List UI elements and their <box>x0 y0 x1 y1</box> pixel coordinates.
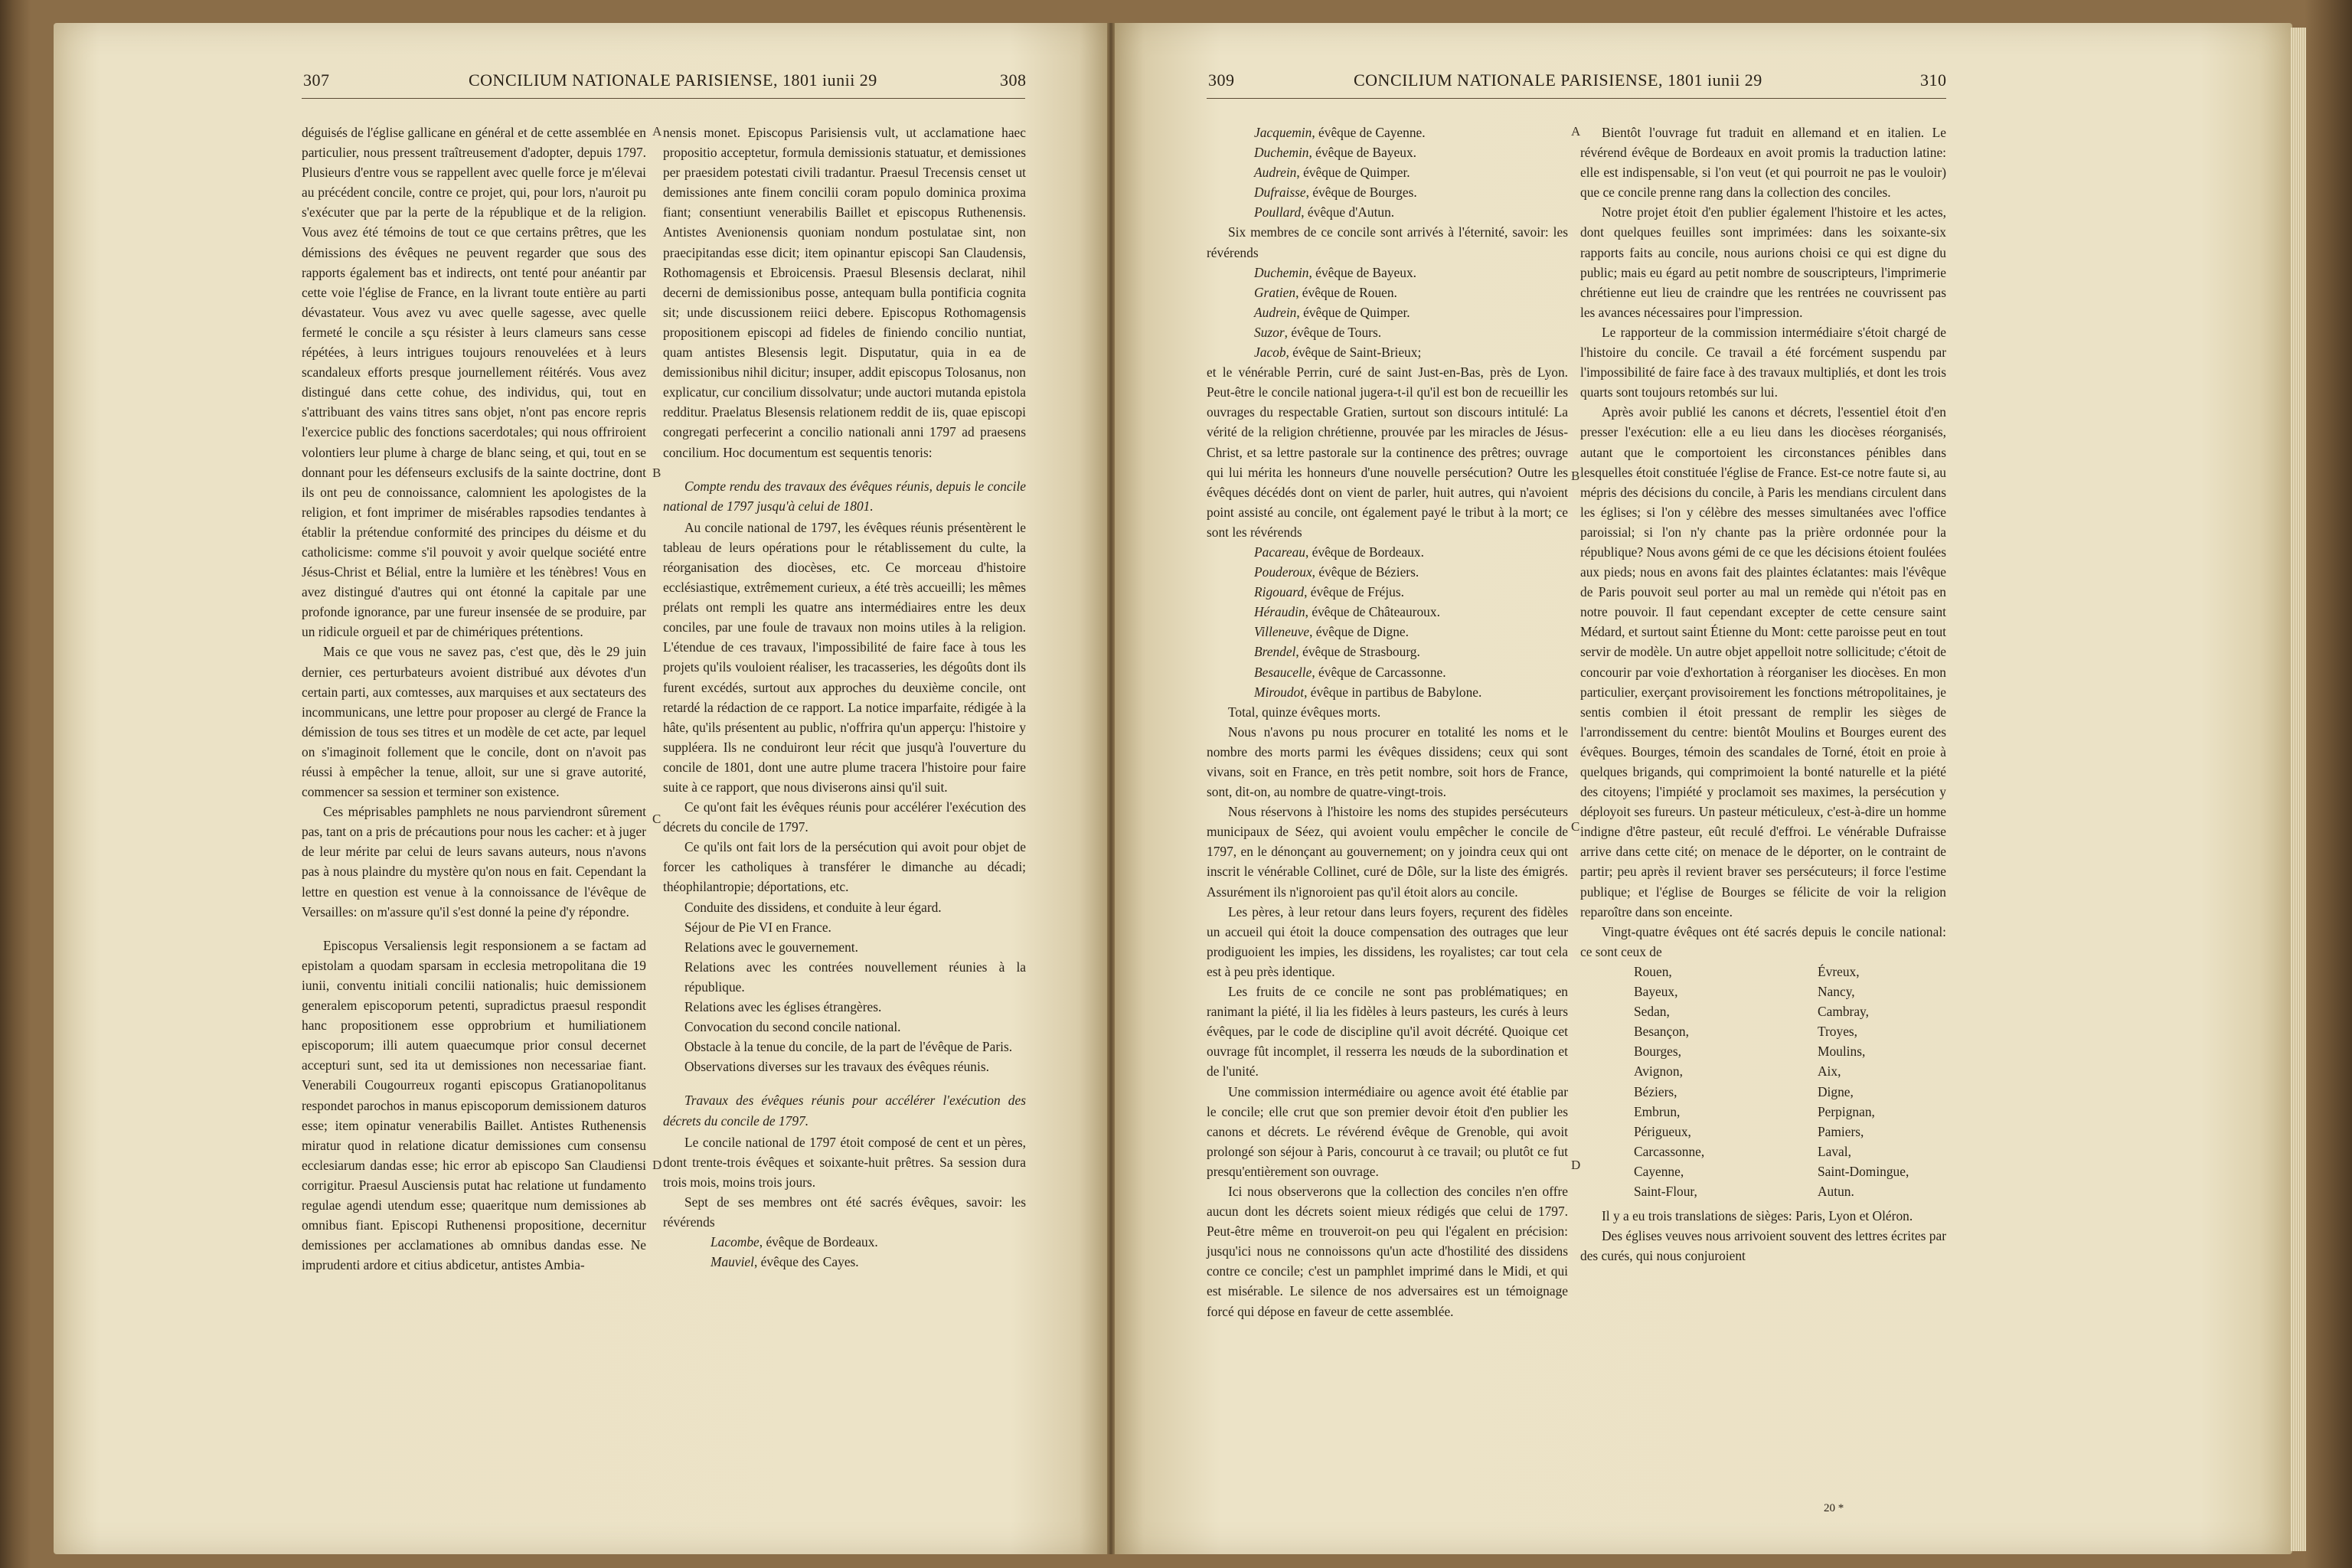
list-item: Embrun, <box>1634 1103 1681 1119</box>
paragraph: Total, quinze évêques morts. <box>1228 704 1381 720</box>
bishop-list <box>1207 263 1568 362</box>
paragraph: déguisés de l'église gallicane en général et de cette assemblée en particulier, nous pressent traîtreusement d'adopter, depuis 1797. Plusieurs d'entre vous se rappellent avec quelle force je m'élevai au précédent concile, contre ce projet, qui, pour lors, n'auroit pu s'exécuter que par la perte de la république et de la religion. Vous avez été témoins de tout ce que certains prêtres, que les démissions des évêques ne peuvent regarder que sous des rapports également bas et indirects, ont tenté pour anéantir par cette voie l'église de France, en la livrant toute entière au parti dévastateur. Vous avez vu avec quelle sagesse, avec quelle fermeté le concile a sçu résister à leurs clameurs sans cesse répétées, à leurs intrigues toujours renouvelées et à leurs scandaleux efforts presque journellement réitérés. Vous avez distingué dans cette cohue, des individus, qui, tout en s'attribuant des vains titres sans objet, n'ont pas encore repris l'exercice public des fonctions sacerdotales; qui nous offriroient volontiers leur plume à charge de blanc seing, et qui, tout en se donnant pour les défenseurs exclusifs de la sainte doctrine, dont ils ont peu de connoissance, calomnient les apologistes de la religion, et font imprimer de misérables rapsodies tendantes à établir la prétendue conformité des principes du déisme et du catholicisme: comme s'il pouvoit y avoir quelque société entre Jésus-Christ et Bélial, entre la lumière et les ténèbres! Vous en avez distingué d'autres qui ont étonné la capitale par une profonde ignorance, par une fureur insensée de se produire, par un ridicule orgueil et par de chimériques prétentions. <box>302 125 646 640</box>
paragraph: Il y a eu trois translations de sièges: Paris, Lyon et Oléron. <box>1602 1208 1913 1224</box>
paragraph: Des églises veuves nous arrivoient souvent des lettres écrites par des curés, qui nous conjuroient <box>1580 1228 1946 1264</box>
paragraph: Sept de ses membres ont été sacrés évêques, savoir: les révérends <box>663 1194 1026 1230</box>
column-1 <box>302 122 646 1275</box>
paragraph: Au concile national de 1797, les évêques réunis présentèrent le tableau de leurs opérations pour le rétablissement du culte, la réorganisation des diocèses, etc. Ce morceau d'histoire ecclésiastique, extrêmement curieux, a été très accueilli; les mêmes prélats ont rempli les quatre ans intermédiaires entre les deux conciles, par une foule de travaux non moins utiles à la religion. L'étendue de ces travaux, l'impossibilité de faire face à tous les projets qu'ils vouloient réaliser, les tracasseries, les dégoûts dont ils furent excédés, surtout aux approches du deuxième concile, ont retardé la rédaction de ce rapport. La notice imparfaite, rédigée à la hâte, qu'ils présentent au public, n'offrira qu'un apperçu: l'histoire y suppléera. Ils ne conduiront leur récit que jusqu'à l'ouverture du concile de 1801, dont une autre plume tracera l'histoire pour faire suite à ce rapport, que nous diviserons ainsi qu'il suit. <box>663 519 1026 795</box>
list-item: Suzor, évêque de Tours. <box>1254 324 1382 340</box>
margin-letter-d: D <box>1571 1158 1581 1172</box>
list-item: Séjour de Pie VI en France. <box>684 919 831 935</box>
bishop-list <box>1207 122 1568 222</box>
list-item: Conduite des dissidens, et conduite à leur égard. <box>684 899 942 915</box>
header-rule-left <box>302 98 1025 99</box>
list-item: Poullard, évêque d'Autun. <box>1254 204 1395 220</box>
section-heading: Compte rendu des travaux des évêques réunis, depuis le concile national de 1797 jusqu'à celui de 1801. <box>663 478 1026 514</box>
margin-letter-c: C <box>652 812 662 826</box>
list-item: Audrein, évêque de Quimper. <box>1254 165 1410 181</box>
list-item: Évreux, <box>1818 963 1860 979</box>
page-number-310: 310 <box>1920 70 1947 90</box>
paragraph: Nous n'avons pu nous procurer en totalité les noms et le nombre des morts parmi les évêques dissidens; ceux qui sont vivans, soit en France, en très petit nombre, soit hors de France, sont, dit-on, au nombre de quatre-vingt-trois. <box>1207 724 1568 800</box>
paragraph: Bientôt l'ouvrage fut traduit en allemand et en italien. Le révérend évêque de Bordeaux en avoit promis la traduction latine: elle est indispensable, si l'on veut (et qui pourroit ne pas le vouloir) que ce concile prenne rang dans la collection des conciles. <box>1580 125 1946 201</box>
list-item: Laval, <box>1818 1143 1851 1159</box>
list-item: Nancy, <box>1818 984 1855 1000</box>
margin-letter-b: B <box>652 466 662 480</box>
list-item: Convocation du second concile national. <box>684 1019 901 1035</box>
paragraph: Six membres de ce concile sont arrivés à l'éternité, savoir: les révérends <box>1207 224 1568 260</box>
city-list-left <box>1634 962 1818 1201</box>
paragraph: Le concile national de 1797 étoit composé de cent et un pères, dont trente-trois évêques et soixante-huit prêtres. Sa session dura trois mois, moins trois jours. <box>663 1134 1026 1190</box>
bishop-list <box>1207 542 1568 702</box>
list-item: Pouderoux, évêque de Béziers. <box>1254 564 1419 580</box>
margin-letter-a: A <box>1571 124 1581 139</box>
paragraph: Ce qu'ils ont fait lors de la persécution qui avoit pour objet de forcer les catholiques à transférer le dimanche au décadi; théophilantropie; déportations, etc. <box>663 839 1026 895</box>
list-item: Besançon, <box>1634 1024 1689 1040</box>
paragraph: Nous réservons à l'histoire les noms des stupides persécuteurs municipaux de Séez, qui avoient voulu empêcher le concile de 1797, en le dénonçant au gouvernement; on y joindra ceux qui ont inscrit le vénérable Collinet, curé de Dôle, sur la liste des émigrés. Assurément ils n'ignoroient pas qu'il étoit alors au concile. <box>1207 804 1568 900</box>
list-item: Villeneuve, évêque de Digne. <box>1254 624 1409 640</box>
list-item: Cambray, <box>1818 1004 1869 1020</box>
topic-list <box>663 897 1026 1077</box>
page-number-308: 308 <box>1000 70 1027 90</box>
paragraph: Vingt-quatre évêques ont été sacrés depuis le concile national: ce sont ceux de <box>1580 923 1946 959</box>
list-item: Troyes, <box>1818 1024 1858 1040</box>
list-item: Périgueux, <box>1634 1123 1691 1139</box>
running-title-left: CONCILIUM NATIONALE PARISIENSE, 1801 iunii 29 <box>469 70 877 90</box>
list-item: Gratien, évêque de Rouen. <box>1254 284 1397 300</box>
margin-letter-b: B <box>1571 469 1580 483</box>
list-item: Sedan, <box>1634 1004 1670 1020</box>
list-item: Bayeux, <box>1634 984 1678 1000</box>
list-item: Dufraisse, évêque de Bourges. <box>1254 185 1417 201</box>
column-3 <box>1207 122 1568 1321</box>
list-item: Carcassonne, <box>1634 1143 1705 1159</box>
list-item: Jacquemin, évêque de Cayenne. <box>1254 125 1426 140</box>
list-item: Rouen, <box>1634 963 1672 979</box>
paragraph: Les fruits de ce concile ne sont pas problématiques; en ranimant la piété, il lia les fidèles à leurs pasteurs, les curés à leurs évêques, par le code de discipline qu'il avoit décrété. Quoique cet ouvrage fût incomplet, il resserra les nœuds de la subordination et de l'unité. <box>1207 984 1568 1080</box>
list-item: Digne, <box>1818 1083 1854 1099</box>
list-item: Avignon, <box>1634 1063 1683 1080</box>
list-item: Brendel, évêque de Strasbourg. <box>1254 644 1420 660</box>
paragraph: Ici nous observerons que la collection des conciles n'en offre aucun dont les décrets soient mieux rédigés que celui de 1797. Peut-être même en trouveroit-on peu qui l'égalent en précision: jusqu'ici nous ne connoissons qu'un acte d'hostilité des dissidens contre ce concile; c'est un pamphlet imprimé dans le Midi, et qui est misérable. Le silence de nos adversaires est un témoignage forcé qui dépose en faveur de cette assemblée. <box>1207 1183 1568 1319</box>
list-item: Audrein, évêque de Quimper. <box>1254 304 1410 320</box>
paragraph: Episcopus Versaliensis legit responsionem a se factam ad epistolam a quodam sparsam in ecclesia metropolitana die 19 iunii, conventu initiali concilii nationalis; huic demissionem generalem episcoporum petenti, supradictus praesul respondit hanc propositionem esse opprobrium et humiliationem episcoporum; illi autem quaecumque prior consul decernet accepturi sunt, sed ita ut demissiones non necessariae fiant. Venerabili Cougourreux roganti episcopus Gratianopolitanus respondet parochos in manus episcoporum demissionem daturos esse; item opinatur venerabilis Baillet. Antistes Ruthenensis miratur quod in relatione dicatur demissiones cum consensu ecclesiarum dandas esse; hic error ab episcopo San Claudiensi corrigitur. Praesul Ausciensis putat hac relatione ut fundamento regulae agendi utendum esse; quaeritque num demissiones ab omnibus fiant. Episcopi Ruthenensi propositione, decernitur demissiones per acclamationes ab omnibus dandas esse. Ne imprudenti ardore et citius abdicetur, antistes Ambia- <box>302 937 646 1273</box>
paragraph: et le vénérable Perrin, curé de saint Just-en-Bas, près de Lyon. Peut-être le concile national jugera-t-il qu'il est bon de recueillir les ouvrages du respectable Gratien, surtout son discours intitulé: La vérité de la religion chrétienne, prouvée par les miracles de Jésus-Christ, et sa lettre pastorale sur la continence des prêtres; ouvrage qui lui mérita les honneurs d'une nouvelle persécution? Outre les évêques décédés dont on vient de parler, huit autres, qui n'avoient point assisté au concile, ont également payé le tribut à la mort; ce sont les révérends <box>1207 364 1568 540</box>
page-edges <box>2291 28 2306 1551</box>
list-item: Saint-Flour, <box>1634 1183 1697 1199</box>
paragraph: Notre projet étoit d'en publier également l'histoire et les actes, dont quelques feuilles sont imprimées: dans les soixante-six rapports faits au concile, nous aurions choisi ce qui est digne du public; mais eu égard au petit nombre de souscripteurs, l'imprimerie chrétienne eut lieu de craindre que les rentrées ne couvrissent pas les avances nécessaires pour l'impression. <box>1580 204 1946 320</box>
paragraph: Une commission intermédiaire ou agence avoit été établie par le concile; elle crut que son premier devoir étoit d'en publier les canons et décrets. Le révérend évêque de Grenoble, qui avoit prolongé son séjour à Paris, concourut à ce travail; ou plutôt ce fut presqu'entièrement son ouvrage. <box>1207 1083 1568 1179</box>
column-4 <box>1580 122 1946 1266</box>
bishop-list <box>663 1232 1026 1272</box>
list-item: Besaucelle, évêque de Carcassonne. <box>1254 664 1446 680</box>
list-item: Pacareau, évêque de Bordeaux. <box>1254 544 1424 560</box>
signature-mark: 20 * <box>1824 1502 1844 1514</box>
list-item: Saint-Domingue, <box>1818 1163 1909 1179</box>
section-heading: Travaux des évêques réunis pour accélérer l'exécution des décrets du concile de 1797. <box>663 1093 1026 1129</box>
page-number-307: 307 <box>303 70 330 90</box>
margin-letter-a: A <box>652 124 662 139</box>
city-list-right <box>1818 962 2001 1201</box>
list-item: Relations avec le gouvernement. <box>684 939 858 955</box>
list-item: Duchemin, évêque de Bayeux. <box>1254 264 1417 280</box>
paragraph: Mais ce que vous ne savez pas, c'est que, dès le 29 juin dernier, ces perturbateurs avoient distribué aux dévotes d'un certain parti, aux comtesses, aux marquises et aux sectateurs des incommunicans, une lettre pour proposer au clergé de France la démission de tous ses titres et un modèle de cet acte, par lequel on s'imaginoit follement que le concile, dont on n'avoit pas réussi à empêcher la tenue, alloit, sur une si grave autorité, commencer sa session et terminer son existence. <box>302 644 646 800</box>
list-item: Perpignan, <box>1818 1103 1875 1119</box>
paragraph: Ces méprisables pamphlets ne nous parviendront sûrement pas, tant on a pris de précautions pour nous les cacher: et à juger de leur mérite par celui de leurs savans auteurs, nous n'avons pas à nous plaindre du mystère qu'on nous en fait. Cependant la lettre en question est venue à la connoissance de l'évêque de Versailles: on m'assure qu'il s'est donné la peine d'y répondre. <box>302 804 646 920</box>
header-rule-right <box>1207 98 1946 99</box>
list-item: Autun. <box>1818 1183 1854 1199</box>
paragraph: Ce qu'ont fait les évêques réunis pour accélérer l'exécution des décrets du concile de 1797. <box>663 799 1026 835</box>
city-list <box>1580 962 1946 1201</box>
page-number-309: 309 <box>1208 70 1235 90</box>
column-2 <box>663 122 1026 1272</box>
paragraph: Le rapporteur de la commission intermédiaire s'étoit chargé de l'histoire du concile. Ce travail a été forcément suspendu par l'impossibilité de faire face à des travaux multipliés, et dont les trois quarts sont toujours retombés sur lui. <box>1580 324 1946 400</box>
list-item: Béziers, <box>1634 1083 1677 1099</box>
running-title-right: CONCILIUM NATIONALE PARISIENSE, 1801 iunii 29 <box>1354 70 1762 90</box>
margin-letter-d: D <box>652 1158 662 1172</box>
list-item: Héraudin, évêque de Châteauroux. <box>1254 604 1440 620</box>
list-item: Jacob, évêque de Saint-Brieux; <box>1254 345 1422 361</box>
list-item: Bourges, <box>1634 1044 1681 1060</box>
list-item: Relations avec les contrées nouvellement réunies à la république. <box>684 959 1026 995</box>
list-item: Miroudot, évêque in partibus de Babylone. <box>1254 684 1482 700</box>
list-item: Observations diverses sur les travaux des évêques réunis. <box>684 1059 989 1075</box>
list-item: Obstacle à la tenue du concile, de la part de l'évêque de Paris. <box>684 1039 1013 1055</box>
list-item: Lacombe, évêque de Bordeaux. <box>710 1234 878 1250</box>
paragraph: Après avoir publié les canons et décrets, l'essentiel étoit d'en presser l'exécution: elle a eu lieu dans les diocèses réorganisés, autant que le comportoient les circonstances pénibles dans lesquelles étoit constituée l'église de France. Est-ce notre faute si, au mépris des décisions du concile, à Paris les mendians circulent dans les églises; si l'on y célèbre des messes simultanées avec l'office paroissial; si l'on n'y chante pas la prière ordonnée pour la république? Nous avons gémi de ce que les décisions étoient foulées aux pieds; nous en avons fait des plaintes éclatantes: mais l'évêque de Paris pouvoit seul porter au mal un remède qui n'étoit pas en notre pouvoir. Il faut cependant excepter de cette censure saint Médard, et surtout saint Étienne du Mont: cette paroisse peut en tout servir de modèle. Un autre objet appelloit notre sollicitude; c'étoit de concourir par voie d'exhortation à réorganiser les diocèses. En mon particulier, exerçant provisoirement les fonctions métropolitaines, je sentis combien il étoit pressant de remplir les sièges de l'arrondissement du centre: bientôt Moulins et Bourges eurent des évêques. Bourges, témoin des scandales de Torné, étoit en proie à quelques brigands, qui comprimoient la bonté naturelle et la piété des citoyens; l'impiété y proclamoit ses maximes, la persécution y déployoit ses fureurs. Un pasteur méticuleux, c'est-à-dire un homme indigne d'être pasteur, eût reculé d'effroi. Le vénérable Dufraisse arrive dans cette cité; on menace de le déporter, on le contraint de partir; peu après il revient braver ses persécuteurs; il force l'estime publique; et l'église de Bourges se félicite de voir la religion reparoître dans son enceinte. <box>1580 404 1946 920</box>
book-gutter <box>1107 23 1115 1554</box>
list-item: Relations avec les églises étrangères. <box>684 999 882 1015</box>
list-item: Rigouard, évêque de Fréjus. <box>1254 584 1404 600</box>
list-item: Cayenne, <box>1634 1163 1684 1179</box>
list-item: Moulins, <box>1818 1044 1866 1060</box>
list-item: Aix, <box>1818 1063 1841 1080</box>
paragraph: Les pères, à leur retour dans leurs foyers, reçurent des fidèles un accueil qui étoit la douce compensation des outrages que leur prodiguoient les impies, les dissidens, les royalistes; car tout cela est à peu près identique. <box>1207 903 1568 979</box>
margin-letter-c: C <box>1571 819 1580 834</box>
list-item: Mauviel, évêque des Cayes. <box>710 1254 859 1270</box>
list-item: Duchemin, évêque de Bayeux. <box>1254 145 1417 161</box>
list-item: Pamiers, <box>1818 1123 1864 1139</box>
paragraph: nensis monet. Episcopus Parisiensis vult, ut acclamatione haec propositio acceptetur, formula demissionis statuatur, et demissiones per praesidem potestati civili tradantur. Praesul Trecensis censet ut demissiones ante finem concilii coram populo dominica proxima fiant; consentiunt venerabilis Baillet et episcopus Ruthenensis. Antistes Avenionensis quoniam nondum postulatae sint, non praecipitandas esse dicit; item opinantur episcopi San Claudensis, Rothomagensis et Ebroicensis. Praesul Blesensis declarat, nihil decerni de demissionibus posse, antequam bulla pontificia cognita sit; unde discussionem reiici debere. Episcopus Rothomagensis propositionem episcopi ad fideles de finiendo concilio nuntiat, quam antistes Blesensis legit. Disputatur, quia in ea de demissionibus nihil dicitur; insuper, addit episcopus Tolosanus, non explicatur, cur concilium dissolvatur; unde auctori mutanda epistola redditur. Praelatus Blesensis relationem reddit de iis, quae episcopi congregati perfecerint a concilio nationali anni 1797 ad praesens concilium. Hoc documentum est sequentis tenoris: <box>663 125 1026 460</box>
